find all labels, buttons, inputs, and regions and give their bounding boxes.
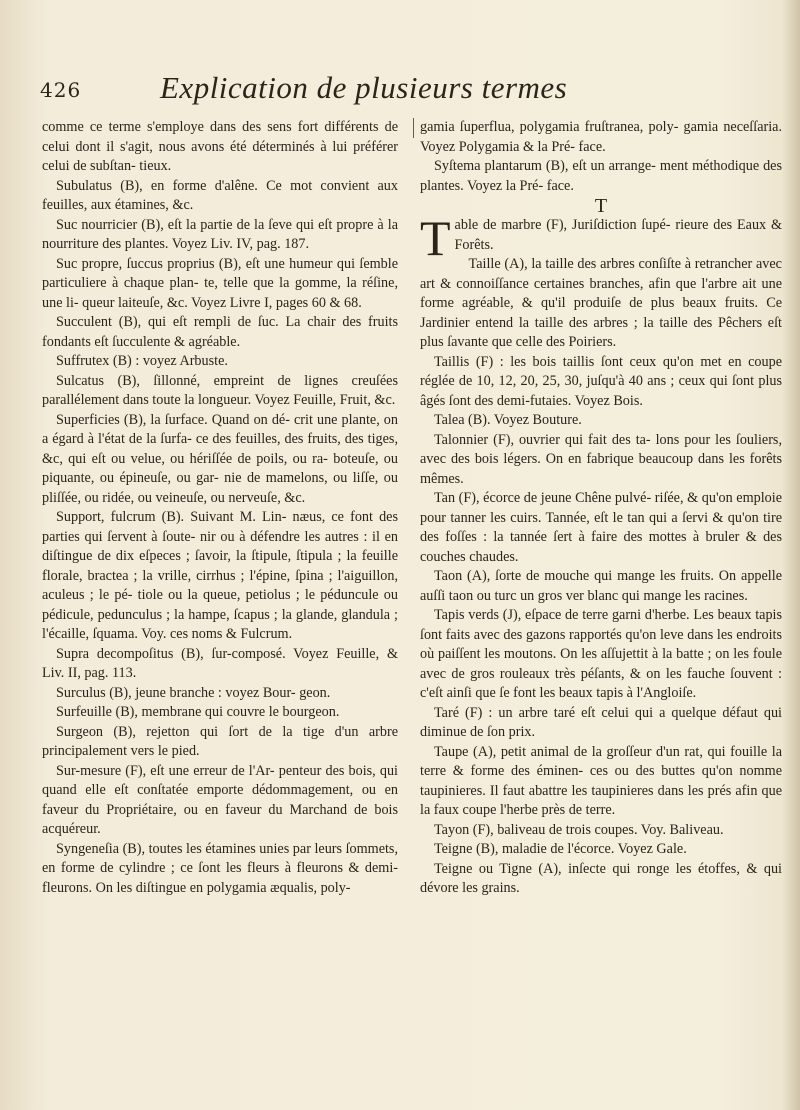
entry-paragraph: Succulent (B), qui eſt rempli de ſuc. La chair des fruits fondants eſt ſucculente & agréable. [42,314,398,350]
entry-paragraph: comme ce terme s'employe dans des sens fort différents de celui dont il s'agit, nous avons été déterminés à lui préférer celui de subſtan- tieux. [42,119,398,174]
entry-paragraph: Supra decompoſitus (B), ſur-composé. Voyez Feuille, & Liv. II, pag. 113. [42,645,398,681]
entry-paragraph: Tapis verds (J), eſpace de terre garni d'herbe. Les beaux tapis ſont faits avec des gazons rapportés qu'on leve dans les endroits où paiſſent les moutons. On les aſſujettit à la batte ; on les foule avec de gros rouleaux très péſants, & on les fauche ſouvent : c'eſt ainſi que ſe font les beaux tapis à l'Angloiſe. [420,607,782,701]
entry-paragraph-first [420,210,782,266]
entry-paragraph: Sur-mesure (F), eſt une erreur de l'Ar- penteur des bois, qui quand elle eſt conſtatée emporte dédommagement, ou en faveur du Propriétaire, ou en faveur du Marchand de bois acquéreur. [42,762,398,837]
left-column [42,118,398,1108]
entry-paragraph: Taille (A), la taille des arbres conſiſte à retrancher avec art & connoiſſance certaines branches, afin que l'arbre ait une forme agréable, & qu'il produiſe de plus beaux fruits. Ce Jardinier entend la taille des arbres ; la taille des Pêchers eſt plus ſavante que celle des Poiriers. [420,256,782,350]
entry-paragraph: Suc propre, ſuccus proprius (B), eſt une humeur qui ſemble particuliere à chaque plan- te, telle que la gomme, la réſine, une li- queur laiteuſe, &c. Voyez Livre I, pages 60 & 68. [42,255,398,311]
entry-paragraph: Surgeon (B), rejetton qui ſort de la tige d'un arbre principalement vers le pied. [42,723,398,759]
entry-paragraph: Syſtema plantarum (B), eſt un arrange- ment méthodique des plantes. Voyez la Pré- face. [420,158,782,194]
first-entry-text: able de marbre (F), Juriſdiction ſupé- rieure des Eaux & Forêts. [454,217,782,253]
page-header [40,70,780,110]
entry-paragraph: Suffrutex (B) : voyez Arbuste. [56,353,228,369]
entry-paragraph: Support, fulcrum (B). Suivant M. Lin- næus, ce font des parties qui ſervent à ſoute- nir ou à défendre les autres : il en diſtingue de dix eſpeces ; ſavoir, la ſtipule, ſtipula ; la feuille florale, bractea ; la vrille, cirrhus ; l'épine, ſpina ; l'aiguillon, aculeus ; le pé- tiole ou la queue, petiolus ; le péduncule ou pédicule, pedunculus ; la hampe, ſcapus ; la glande, glandula ; l'écaille, ſquama. Voy. ces noms & Fulcrum. [42,509,398,642]
entry-paragraph: Superficies (B), la ſurface. Quand on dé- crit une plante, on a égard à l'état de la ſurfa- ce des feuilles, des fruits, des tiges, &c, qui eſt ou velue, ou hériſſée de poils, ou ra- boteuſe, ou piquante, ou épineuſe, ou gar- nie de mamelons, ou liſſe, ou pliſſée, ou ridée, ou veineuſe, ou nerveuſe, &c. [42,411,398,506]
page-spine-shadow [782,0,800,1110]
entry-paragraph: Surculus (B), jeune branche : voyez Bour- geon. [56,684,331,701]
entry-paragraph: Taillis (F) : les bois taillis ſont ceux qu'on met en coupe réglée de 10, 12, 20, 25, 30, juſqu'à 40 ans ; ceux qui ſont plus âgés ſont des demi-futaies. Voyez Bois. [420,353,782,409]
entry-paragraph: Talonnier (F), ouvrier qui fait des ta- lons pour les ſouliers, avec des bois légers. On en fabrique beaucoup dans les forêts mêmes. [420,431,782,487]
entry-paragraph: gamia ſuperflua, polygamia fruſtranea, poly- gamia neceſſaria. Voyez Polygamia & la Pré- face. [420,119,782,155]
entry-paragraph: Subulatus (B), en forme d'alêne. Ce mot convient aux feuilles, aux étamines, &c. [42,177,398,213]
section-letter: T [594,195,608,217]
right-column [420,118,782,1108]
column-divider [413,118,414,138]
entry-paragraph: Syngeneſia (B), toutes les étamines unies par leurs ſommets, en forme de cylindre ; ce ſont les fleurs à fleurons & demi-fleurons. On les diſtingue en polygamia æqualis, poly- [42,840,398,896]
entry-paragraph: Taré (F) : un arbre taré eſt celui qui a quelque défaut qui diminue de ſon prix. [420,704,782,740]
entry-paragraph: Surfeuille (B), membrane qui couvre le bourgeon. [56,704,340,720]
entry-paragraph: Taupe (A), petit animal de la groſſeur d'un rat, qui fouille la terre & forme des éminen- ces ou des buttes qu'on nomme taupinieres. Il faut abattre les taupinieres dans les prés afin que la faux coupe l'herbe près de terre. [420,743,782,818]
entry-paragraph: Teigne (B), maladie de l'écorce. Voyez Gale. [434,841,687,857]
running-title: Explication de plusieurs termes [160,70,568,105]
page-number: 426 [40,78,82,102]
entry-paragraph: Tayon (F), baliveau de trois coupes. Voy. Baliveau. [434,821,724,838]
entry-paragraph: Talea (B). Voyez Bouture. [434,412,582,428]
entry-paragraph: Taon (A), ſorte de mouche qui mange les fruits. On appelle auſſi taon ou turc un gros ver blanc qui mange les racines. [420,568,782,604]
drop-cap: T [420,210,451,266]
entry-paragraph: Teigne ou Tigne (A), inſecte qui ronge les étoffes, & qui dévore les grains. [420,860,782,896]
entry-paragraph: Tan (F), écorce de jeune Chêne pulvé- riſée, & qu'on emploie pour tanner les cuirs. Tannée, eſt le tan qui a ſervi & qu'on tire des foſſes : la tannée ſert à faire des mottes à bruler & des couches chaudes. [420,490,782,565]
entry-paragraph: Sulcatus (B), ſillonné, empreint de lignes creuſées parallélement dans toute la longueur. Voyez Feuille, Fruit, &c. [42,372,398,408]
entry-paragraph: Suc nourricier (B), eſt la partie de la ſeve qui eſt propre à la nourriture des plantes. Voyez Liv. IV, pag. 187. [42,216,398,252]
